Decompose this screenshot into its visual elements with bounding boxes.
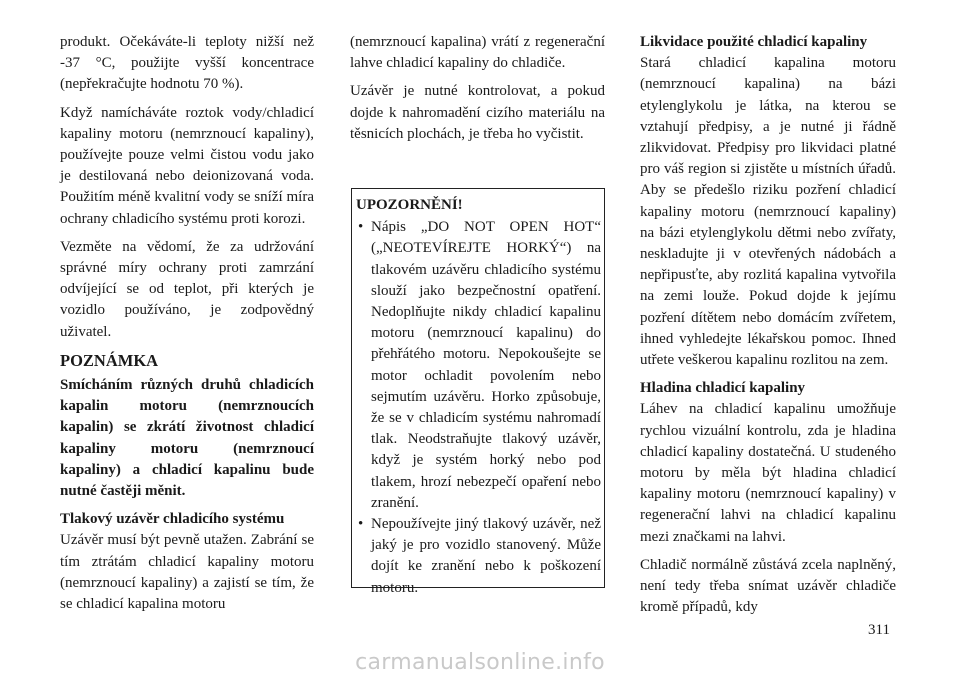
pressure-cap-text: Uzávěr musí být pevně utažen. Zabrání se tím ztrátám chladicí kapaliny motoru (nemrznoucí kapaliny) a zajistí se tím, že se chladicí kapalina motoru — [60, 532, 314, 613]
paragraph-cap-inspection: Uzávěr je nutné kontrolovat, a pokud dojde k nahromadění cizího materiálu na těsnicích plochách, je třeba ho vyčistit. — [350, 83, 605, 142]
coolant-level-heading: Hladina chladicí kapaliny — [640, 380, 806, 397]
note-text: Smícháním různých druhů chladicích kapalin motoru (nemrznoucích kapalin) se zkrátí životnost chladicí kapaliny motoru (nemrznoucí kapaliny) a chladicí kapalinu bude nutné častěji měnit. — [60, 377, 314, 500]
warning-item: • Nápis „DO NOT OPEN HOT“ („NEOTEVÍREJTE HORKÝ“) na tlakovém uzávěru chladicího systému slouží jako bezpečnostní opatření. Nedoplňujte nikdy chladicí kapalinu motoru (nemrznoucí kapalinu) do přehřátého motoru. Nepokoušejte se motor ochladit povolením nebo sejmutím uzávěru. Horko způsobuje, že se v chladicím systému nahromadí tlak. Neodstraňujte tlakový uzávěr, když je systém horký nebo pod tlakem, hrozí nebezpečí opaření nebo zranění. — [356, 217, 601, 514]
paragraph-temperature: produkt. Očekáváte-li teploty nižší než -37 °C, použijte vyšší koncentrace (nepřekračujte hodnotu 70 %). — [60, 34, 314, 93]
watermark: carmanualsonline.info — [355, 650, 605, 675]
paragraph-water-quality: Když namícháváte roztok vody/chladicí kapaliny motoru (nemrznoucí kapaliny), používejte pouze velmi čistou vodu jako je destilovaná nebo deionizovaná voda. Použitím méně kvalitní vody se sníží míra ochrany chladicího systému proti korozi. — [60, 104, 314, 227]
warning-item: • Nepoužívejte jiný tlakový uzávěr, než jaký je pro vozidlo stanovený. Může dojít ke zranění nebo k poškození motoru. — [356, 514, 601, 599]
page-number: 311 — [868, 622, 890, 638]
disposal-text: Stará chladicí kapalina motoru (nemrznoucí kapalina) na bázi etylenglykolu je látka, na kterou se vztahují předpisy, a je nutné ji řádně zlikvidovat. Předpisy pro likvidaci platné pro váš region si zjistěte u místních úřadů. Aby se předešlo riziku pozření chladicí kapaliny motoru (nemrznoucí kapaliny) na bázi etylenglykolu dětmi nebo zvířaty, neskladujte ji v otevřených nádobách a nepřipusťte, aby rozlitá kapalina vytvořila na zemi louže. Pokud dojde k jejímu pozření dítětem nebo domácím zvířetem, ihned vyhledejte lékařskou pomoc. Ihned utřete veškerou kapalinu rozlitou na zem. — [640, 55, 896, 369]
radiator-text: Chladič normálně zůstává zcela naplněný, není tedy třeba snímat uzávěr chladiče kromě případů, kdy — [640, 556, 896, 616]
warning-list — [356, 217, 601, 599]
column-left — [60, 32, 314, 622]
paragraph-responsibility: Vezměte na vědomí, že za udržování správné míry ochrany proti zamrzání odvíjející se od teplot, při kterých je vozidlo používáno, je zodpovědný uživatel. — [60, 238, 314, 340]
paragraph-return: (nemrznoucí kapalina) vrátí z regenerační lahve chladicí kapaliny do chladiče. — [350, 34, 605, 72]
disposal-heading: Likvidace použité chladicí kapaliny — [640, 34, 868, 50]
column-right — [640, 32, 896, 625]
note-heading: POZNÁMKA — [60, 350, 159, 370]
column-middle — [350, 32, 605, 152]
warning-heading: UPOZORNĚNÍ! — [356, 197, 463, 213]
pressure-cap-heading: Tlakový uzávěr chladicího systému — [60, 511, 285, 528]
warning-box — [351, 188, 605, 596]
coolant-level-text: Láhev na chladicí kapalinu umožňuje rychlou vizuální kontrolu, zda je hladina chladicí kapaliny dostatečná. U studeného motoru by měla být hladina chladicí kapaliny motoru (nemrznoucí kapaliny) v regenerační lahvi na chladicí kapalinu mezi značkami na lahvi. — [640, 401, 896, 545]
